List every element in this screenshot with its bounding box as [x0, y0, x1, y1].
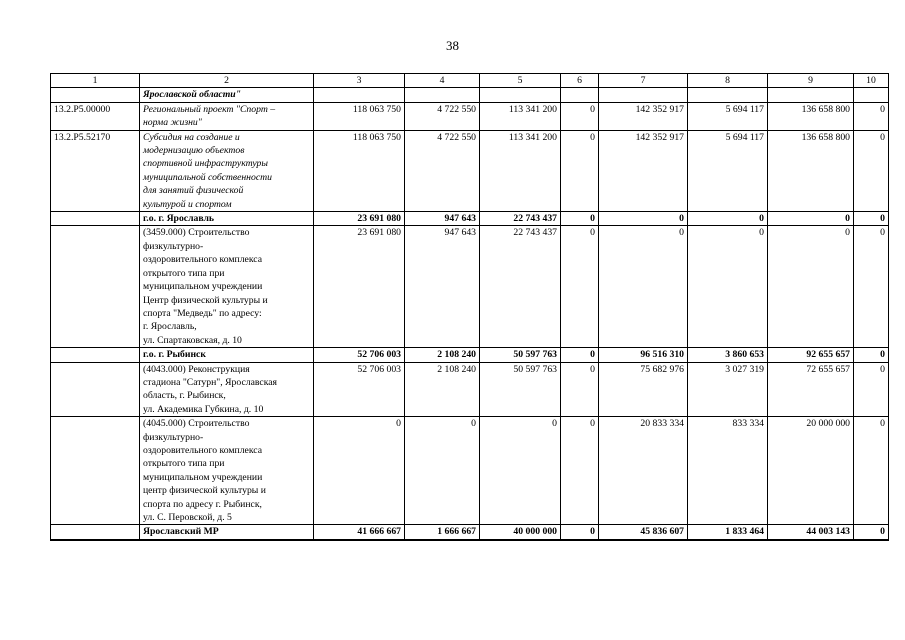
- row-description: Региональный проект "Спорт – норма жизни": [140, 102, 314, 130]
- row-value: 113 341 200: [480, 102, 561, 130]
- row-value: 41 666 667: [314, 525, 405, 540]
- table-row: [51, 348, 889, 362]
- column-number: 7: [599, 74, 688, 88]
- table-row: [51, 226, 889, 348]
- row-value: 0: [561, 362, 599, 417]
- row-value: 118 063 750: [314, 102, 405, 130]
- column-number: 4: [405, 74, 480, 88]
- row-value: 118 063 750: [314, 130, 405, 211]
- row-description: Ярославский МР: [140, 525, 314, 540]
- row-value: 3 860 653: [688, 348, 768, 362]
- row-value: 23 691 080: [314, 226, 405, 348]
- table-row: [51, 525, 889, 540]
- row-value: [405, 88, 480, 102]
- row-value: [688, 88, 768, 102]
- row-value: 44 003 143: [768, 525, 854, 540]
- row-code: [51, 348, 140, 362]
- row-value: 22 743 437: [480, 226, 561, 348]
- table-row: [51, 102, 889, 130]
- table-row: [51, 362, 889, 417]
- row-value: 0: [599, 226, 688, 348]
- row-value: 136 658 800: [768, 130, 854, 211]
- row-value: [480, 88, 561, 102]
- row-value: 1 666 667: [405, 525, 480, 540]
- table-row: [51, 417, 889, 525]
- row-value: 4 722 550: [405, 102, 480, 130]
- row-value: 20 833 334: [599, 417, 688, 525]
- row-value: 0: [854, 130, 889, 211]
- row-value: 20 000 000: [768, 417, 854, 525]
- row-value: 833 334: [688, 417, 768, 525]
- budget-table: [50, 73, 889, 541]
- row-value: 142 352 917: [599, 130, 688, 211]
- row-value: 0: [854, 362, 889, 417]
- row-code: [51, 212, 140, 226]
- row-value: 0: [854, 212, 889, 226]
- table-row: [51, 130, 889, 211]
- row-value: [854, 88, 889, 102]
- row-value: 0: [561, 348, 599, 362]
- row-value: [768, 88, 854, 102]
- page-number: 38: [446, 38, 459, 53]
- row-value: 4 722 550: [405, 130, 480, 211]
- row-value: 96 516 310: [599, 348, 688, 362]
- row-value: 0: [480, 417, 561, 525]
- row-value: 142 352 917: [599, 102, 688, 130]
- row-value: 0: [599, 212, 688, 226]
- row-value: 5 694 117: [688, 102, 768, 130]
- row-value: 0: [314, 417, 405, 525]
- row-value: 0: [561, 212, 599, 226]
- row-value: 2 108 240: [405, 348, 480, 362]
- row-value: 50 597 763: [480, 348, 561, 362]
- row-value: 92 655 657: [768, 348, 854, 362]
- row-description: (4045.000) Строительство физкультурно- оздоровительного комплекса открытого типа при муниципальном учреждении центр физической культуры и спорта по адресу г. Рыбинск, ул. С. Перовской, д. 5: [140, 417, 314, 525]
- column-number: 2: [140, 74, 314, 88]
- row-value: 947 643: [405, 212, 480, 226]
- row-value: 0: [768, 226, 854, 348]
- column-number: 10: [854, 74, 889, 88]
- column-number: 8: [688, 74, 768, 88]
- row-value: 0: [561, 102, 599, 130]
- row-value: 40 000 000: [480, 525, 561, 540]
- row-value: 0: [561, 417, 599, 525]
- column-number-row: [51, 74, 889, 88]
- row-value: 0: [854, 417, 889, 525]
- row-value: 0: [768, 212, 854, 226]
- row-value: 2 108 240: [405, 362, 480, 417]
- row-value: 136 658 800: [768, 102, 854, 130]
- row-value: 0: [854, 102, 889, 130]
- row-value: 45 836 607: [599, 525, 688, 540]
- row-value: 52 706 003: [314, 362, 405, 417]
- row-description: Субсидия на создание и модернизацию объектов спортивной инфраструктуры муниципальной собственности для занятий физической культурой и спортом: [140, 130, 314, 211]
- row-value: 0: [688, 212, 768, 226]
- row-description: г.о. г. Рыбинск: [140, 348, 314, 362]
- row-value: 0: [688, 226, 768, 348]
- table-row: [51, 88, 889, 102]
- row-value: 22 743 437: [480, 212, 561, 226]
- table-row: [51, 212, 889, 226]
- row-value: 0: [405, 417, 480, 525]
- row-value: 72 655 657: [768, 362, 854, 417]
- row-value: 113 341 200: [480, 130, 561, 211]
- row-value: 0: [854, 348, 889, 362]
- row-code: 13.2.P5.52170: [51, 130, 140, 211]
- row-code: [51, 226, 140, 348]
- column-number: 5: [480, 74, 561, 88]
- row-description: (3459.000) Строительство физкультурно- оздоровительного комплекса открытого типа при муниципальном учреждении Центр физической культуры и спорта "Медведь" по адресу: г. Ярославль, ул. Спартаковская, д. 10: [140, 226, 314, 348]
- row-code: [51, 88, 140, 102]
- row-description: (4043.000) Реконструкция стадиона "Сатурн", Ярославская область, г. Рыбинск, ул. Академика Губкина, д. 10: [140, 362, 314, 417]
- column-number: 6: [561, 74, 599, 88]
- row-description: г.о. г. Ярославль: [140, 212, 314, 226]
- row-value: 52 706 003: [314, 348, 405, 362]
- row-value: 50 597 763: [480, 362, 561, 417]
- row-value: 0: [854, 525, 889, 540]
- row-value: 0: [561, 130, 599, 211]
- row-value: 75 682 976: [599, 362, 688, 417]
- row-code: [51, 525, 140, 540]
- column-number: 3: [314, 74, 405, 88]
- row-value: [314, 88, 405, 102]
- row-value: 5 694 117: [688, 130, 768, 211]
- row-value: [561, 88, 599, 102]
- row-value: 0: [561, 226, 599, 348]
- row-value: 3 027 319: [688, 362, 768, 417]
- column-number: 1: [51, 74, 140, 88]
- row-value: 1 833 464: [688, 525, 768, 540]
- row-value: 947 643: [405, 226, 480, 348]
- row-code: [51, 417, 140, 525]
- row-description: Ярославской области": [140, 88, 314, 102]
- row-value: 0: [854, 226, 889, 348]
- column-number: 9: [768, 74, 854, 88]
- row-value: 0: [561, 525, 599, 540]
- row-code: 13.2.P5.00000: [51, 102, 140, 130]
- row-value: [599, 88, 688, 102]
- row-value: 23 691 080: [314, 212, 405, 226]
- row-code: [51, 362, 140, 417]
